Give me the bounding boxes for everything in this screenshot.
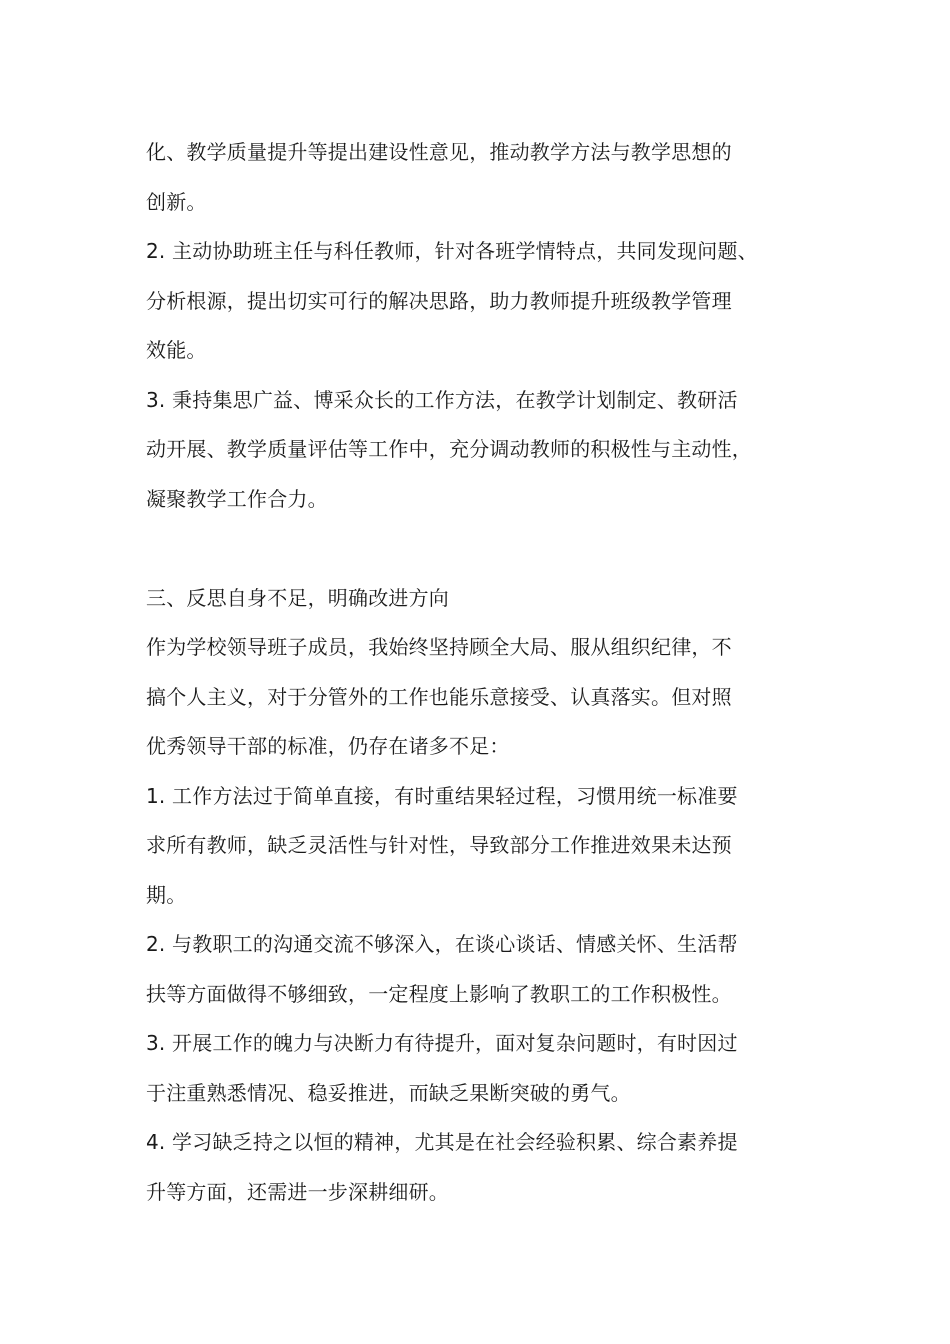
- document-body: [146, 128, 836, 1217]
- text-line: 升等方面，还需进一步深耕细研。: [146, 1179, 449, 1204]
- text-line: 凝聚教学工作合力。: [146, 486, 328, 511]
- text-line: 效能。: [146, 338, 207, 362]
- text-line: 4. 学习缺乏持之以恒的精神，尤其是在社会经验积累、综合素养提: [146, 1130, 738, 1154]
- text-line: 3. 开展工作的魄力与决断力有待提升，面对复杂问题时，有时因过: [146, 1031, 738, 1055]
- text-line: 期。: [146, 882, 187, 907]
- text-line: 扶等方面做得不够细致，一定程度上影响了教职工的工作积极性。: [146, 981, 732, 1006]
- text-line: 搞个人主义，对于分管外的工作也能乐意接受、认真落实。但对照: [146, 684, 732, 709]
- text-line: 2. 主动协助班主任与科任教师，针对各班学情特点，共同发现问题、: [146, 239, 758, 263]
- text-line: 于注重熟悉情况、稳妥推进，而缺乏果断突破的勇气。: [146, 1080, 631, 1105]
- blank-line: [146, 524, 836, 574]
- text-line: 动开展、教学质量评估等工作中，充分调动教师的积极性与主动性，: [146, 437, 752, 461]
- text-line: 优秀领导干部的标准，仍存在诸多不足：: [146, 734, 510, 758]
- text-line: 创新。: [146, 189, 207, 214]
- text-line: 作为学校领导班子成员，我始终坚持顾全大局、服从组织纪律，不: [146, 635, 732, 659]
- text-line: 1. 工作方法过于简单直接，有时重结果轻过程，习惯用统一标准要: [146, 783, 738, 808]
- text-line: 2. 与教职工的沟通交流不够深入，在谈心谈话、情感关怀、生活帮: [146, 932, 738, 956]
- text-line: 求所有教师，缺乏灵活性与针对性，导致部分工作推进效果未达预: [146, 833, 732, 857]
- text-line: 化、教学质量提升等提出建设性意见，推动教学方法与教学思想的: [146, 140, 732, 164]
- text-line: 分析根源，提出切实可行的解决思路，助力教师提升班级教学管理: [146, 288, 732, 313]
- section-heading: 三、反思自身不足，明确改进方向: [146, 585, 449, 610]
- text-line: 3. 秉持集思广益、博采众长的工作方法，在教学计划制定、教研活: [146, 387, 738, 412]
